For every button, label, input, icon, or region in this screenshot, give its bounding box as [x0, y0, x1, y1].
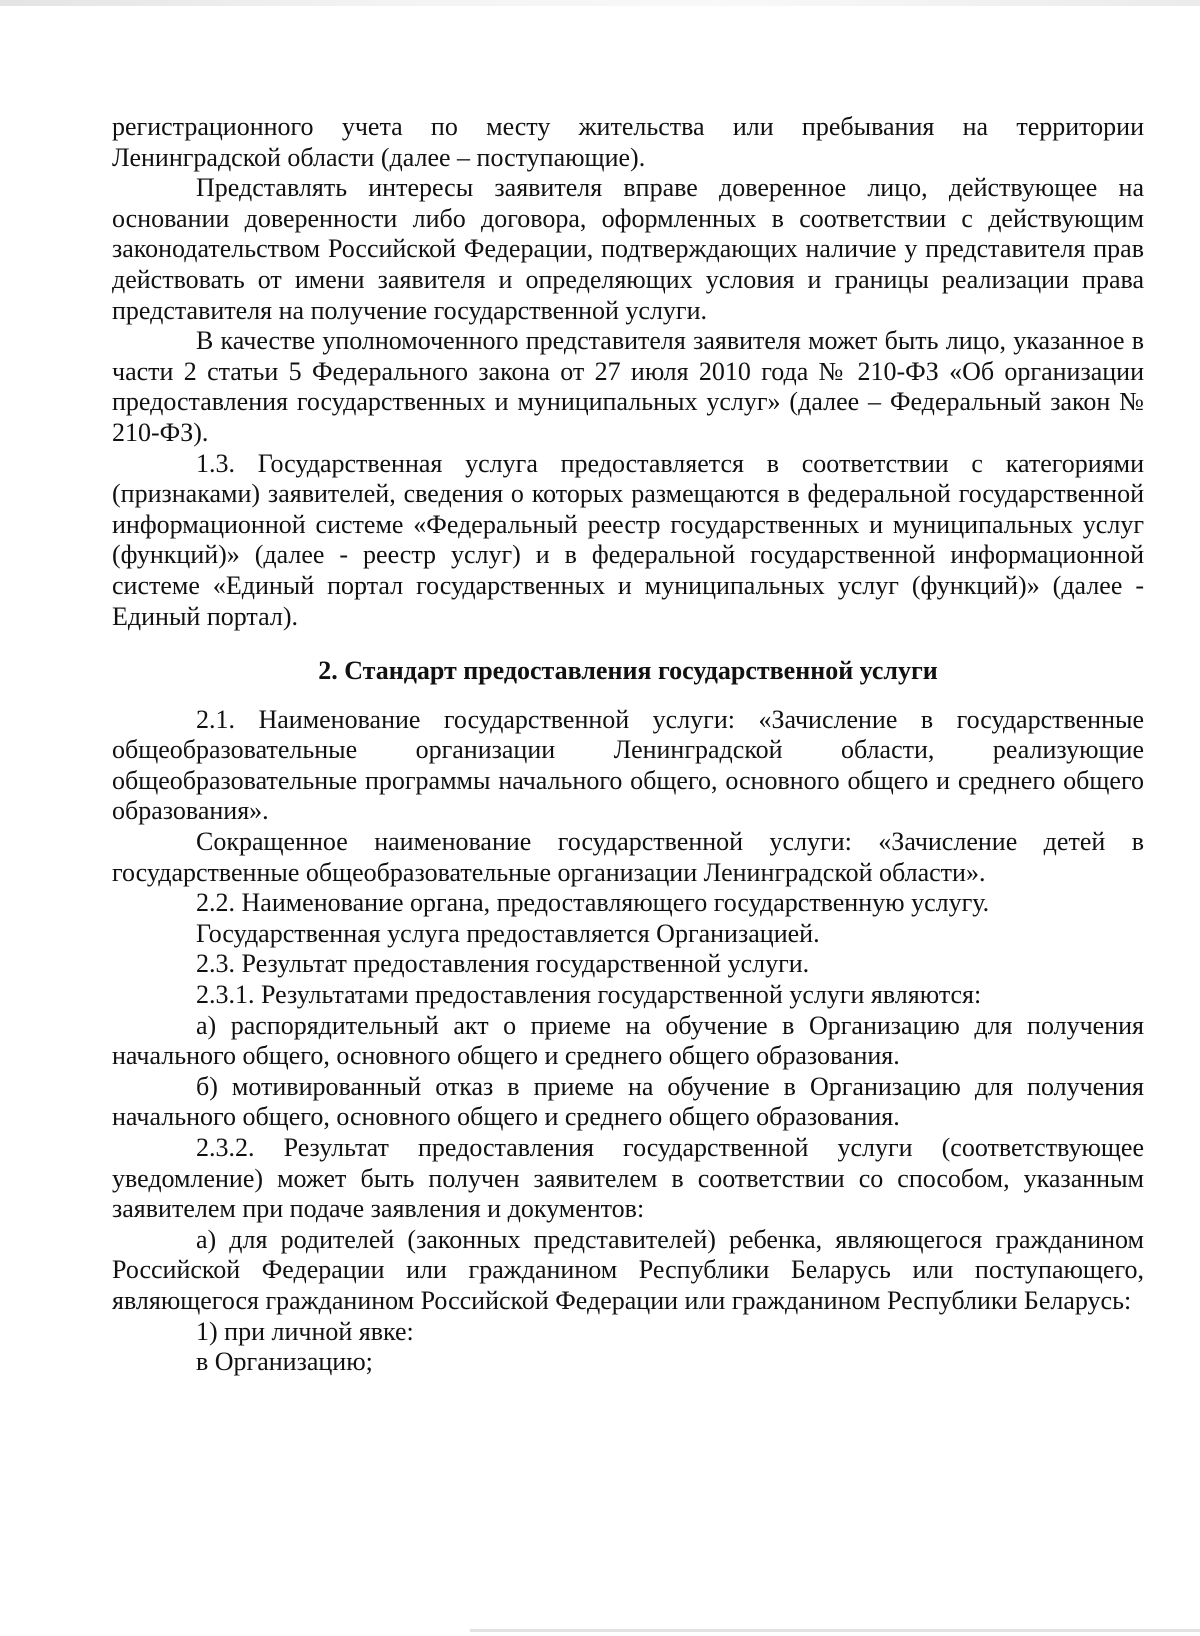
document-page	[112, 112, 1144, 1378]
paragraph-short-name: Сокращенное наименование государственной услуги: «Зачисление детей в государственные общеобразовательные организации Ленинградской области».	[112, 827, 1144, 887]
paragraph-result-b: б) мотивированный отказ в приеме на обучение в Организацию для получения начального общего, основного общего и среднего общего образования.	[112, 1071, 1144, 1132]
paragraph-2-3-2: 2.3.2. Результат предоставления государственной услуги (соответствующее уведомление) может быть получен заявителем в соответствии со способом, указанным заявителем при подаче заявления и документов:	[112, 1133, 1144, 1224]
scan-bottom-edge	[470, 1629, 1200, 1632]
paragraph-personal-visit: 1) при личной явке:	[196, 1316, 414, 1346]
paragraph-provider: Государственная услуга предоставляется Организацией.	[196, 918, 820, 948]
paragraph-representative: Представлять интересы заявителя вправе доверенное лицо, действующее на основании доверенности либо договора, оформленных в соответствии с действующим законодательством Российской Федерации, подтверждающих наличие у представителя прав действовать от имени заявителя и определяющих условия и границы реализации права представителя на получение государственной услуги.	[112, 173, 1144, 325]
paragraph-1-3: 1.3. Государственная услуга предоставляется в соответствии с категориями (признаками) заявителей, сведения о которых размещаются в федеральной государственной информационной системе «Федеральный реестр государственных и муниципальных услуг (функций)» (далее - реестр услуг) и в федеральной государственной информационной системе «Единый портал государственных и муниципальных услуг (функций)» (далее - Единый портал).	[112, 448, 1144, 631]
paragraph-result-a: а) распорядительный акт о приеме на обучение в Организацию для получения начального общего, основного общего и среднего общего образования.	[112, 1010, 1144, 1071]
paragraph-2-3-1: 2.3.1. Результатами предоставления государственной услуги являются:	[196, 980, 982, 1010]
paragraph-2-2: 2.2. Наименование органа, предоставляющего государственную услугу.	[196, 888, 990, 918]
paragraph-2-3: 2.3. Результат предоставления государственной услуги.	[196, 949, 810, 979]
paragraph-continuation: регистрационного учета по месту жительства или пребывания на территории Ленинградской области (далее – поступающие).	[112, 112, 1144, 172]
section-heading: 2. Стандарт предоставления государственной услуги	[318, 656, 938, 686]
paragraph-2-1: 2.1. Наименование государственной услуги: «Зачисление в государственные общеобразовательные организации Ленинградской области, реализующие общеобразовательные программы начального общего, основного общего и среднего общего образования».	[112, 704, 1144, 826]
paragraph-authorized-representative: В качестве уполномоченного представителя заявителя может быть лицо, указанное в части 2 статьи 5 Федерального закона от 27 июля 2010 года № 210-ФЗ «Об организации предоставления государственных и муниципальных услуг» (далее – Федеральный закон № 210-ФЗ).	[112, 326, 1144, 447]
paragraph-method-a: а) для родителей (законных представителей) ребенка, являющегося гражданином Российской Федерации или гражданином Республики Беларусь или поступающего, являющегося гражданином Российской Федерации или гражданином Республики Беларусь:	[112, 1224, 1144, 1315]
scan-top-edge	[0, 0, 1200, 6]
paragraph-to-organization: в Организацию;	[196, 1347, 373, 1377]
